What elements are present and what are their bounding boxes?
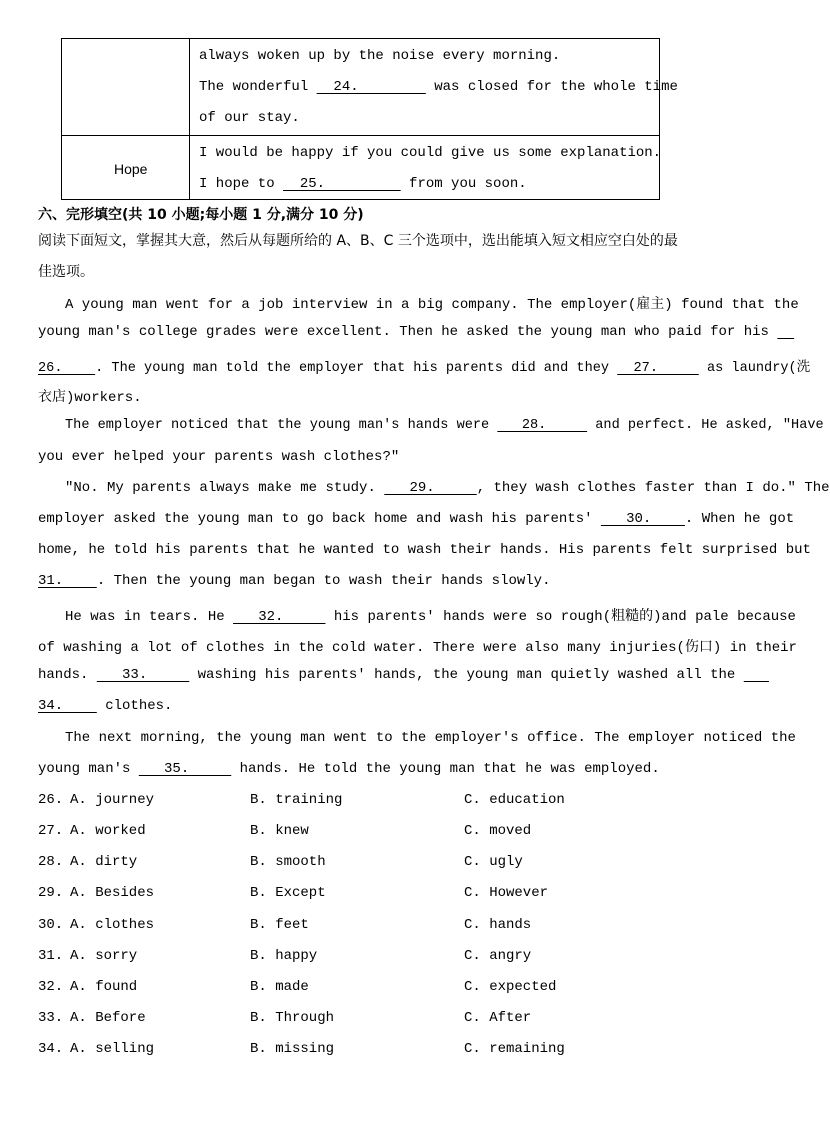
question-number: 34. xyxy=(38,1041,64,1057)
passage-line xyxy=(38,573,551,589)
table-text: I hope to xyxy=(199,176,284,192)
passage-line xyxy=(38,761,660,777)
table-row1-line2 xyxy=(199,79,678,95)
passage-line: you ever helped your parents wash clothes?" xyxy=(38,449,400,465)
table-row2-line1: I would be happy if you could give us some explanation. xyxy=(199,145,662,161)
table-row2-line2 xyxy=(199,176,527,192)
section-title: 六、完形填空(共 10 小题;每小题 1 分,满分 10 分) xyxy=(38,207,364,223)
blank-32[interactable]: 32. xyxy=(233,609,326,625)
blank-30[interactable]: 30. xyxy=(600,511,685,527)
section-instruction-2: 佳选项。 xyxy=(38,264,94,280)
option-c[interactable]: C. remaining xyxy=(464,1041,565,1057)
blank-25[interactable]: 25. xyxy=(283,176,401,192)
question-number: 33. xyxy=(38,1010,64,1026)
option-c[interactable]: C. education xyxy=(464,792,565,808)
letter-table xyxy=(61,38,678,200)
option-a[interactable]: A. Besides xyxy=(70,885,155,901)
blank-35[interactable]: 35. xyxy=(138,761,232,777)
option-b[interactable]: B. happy xyxy=(250,948,318,964)
blank-27[interactable]: 27. xyxy=(617,361,699,376)
passage-line: 衣店)workers. xyxy=(38,390,142,406)
option-a[interactable]: A. found xyxy=(70,979,138,995)
blank-34[interactable]: 34. xyxy=(38,698,97,714)
option-c[interactable]: C. moved xyxy=(464,823,532,839)
passage-line: of washing a lot of clothes in the cold water. There were also many injuries(伤口) in their xyxy=(38,640,797,656)
passage-text: and perfect. He asked, "Have xyxy=(587,418,824,433)
table-divider-horizontal xyxy=(62,135,659,136)
table-text: from you soon. xyxy=(400,176,527,192)
table-text: The wonderful xyxy=(199,79,317,95)
option-c[interactable]: C. expected xyxy=(464,979,557,995)
passage-text: washing his parents' hands, the young man quietly washed all the xyxy=(189,667,744,683)
option-a[interactable]: A. selling xyxy=(70,1041,155,1057)
table-row1-line3: of our stay. xyxy=(199,110,300,126)
option-b[interactable]: B. smooth xyxy=(250,854,326,870)
blank-33[interactable]: 33. xyxy=(96,667,190,683)
question-number: 32. xyxy=(38,979,64,995)
blank-31[interactable]: 31. xyxy=(38,573,97,589)
option-a[interactable]: A. clothes xyxy=(70,917,155,933)
passage-line xyxy=(38,324,794,340)
passage-text: "No. My parents always make me study. xyxy=(65,480,385,496)
blank-24[interactable]: 24. xyxy=(316,79,426,95)
passage-text: The employer noticed that the young man's hands were xyxy=(65,418,498,433)
passage-text: employer asked the young man to go back home and wash his parents' xyxy=(38,511,601,527)
option-a[interactable]: A. worked xyxy=(70,823,146,839)
passage-line xyxy=(38,511,794,527)
blank-28[interactable]: 28. xyxy=(497,418,588,433)
question-number: 26. xyxy=(38,792,64,808)
passage-text: as laundry(洗 xyxy=(698,361,811,376)
passage-text: . When he got xyxy=(684,511,795,527)
option-b[interactable]: B. made xyxy=(250,979,309,995)
table-row2-header: Hope xyxy=(114,161,148,177)
passage-line xyxy=(65,418,824,433)
option-c[interactable]: C. ugly xyxy=(464,854,523,870)
passage-text: young man's xyxy=(38,761,139,777)
option-b[interactable]: B. feet xyxy=(250,917,309,933)
passage-text: He was in tears. He xyxy=(65,609,234,625)
option-b[interactable]: B. Except xyxy=(250,885,326,901)
passage-text: , they wash clothes faster than I do." The xyxy=(476,480,830,496)
option-c[interactable]: C. hands xyxy=(464,917,532,933)
option-c[interactable]: C. However xyxy=(464,885,549,901)
passage-text: hands. He told the young man that he was employed. xyxy=(231,761,660,777)
option-a[interactable]: A. journey xyxy=(70,792,155,808)
question-number: 31. xyxy=(38,948,64,964)
passage-line: home, he told his parents that he wanted to wash their hands. His parents felt surprised but xyxy=(38,542,811,558)
option-a[interactable]: A. dirty xyxy=(70,854,138,870)
blank-34-start[interactable] xyxy=(744,667,769,683)
table-row1-line1: always woken up by the noise every morning. xyxy=(199,48,561,64)
passage-text: young man's college grades were excellent. Then he asked the young man who paid for his xyxy=(38,324,778,340)
table-divider-vertical xyxy=(189,39,190,199)
passage-line xyxy=(65,605,796,625)
passage-text: clothes. xyxy=(96,698,173,714)
passage-text: his parents' hands were so rough(粗糙的)and pale because xyxy=(325,609,796,625)
question-number: 30. xyxy=(38,917,64,933)
blank-26-start[interactable] xyxy=(777,324,794,340)
section-instruction-1: 阅读下面短文，掌握其大意，然后从每题所给的 A、B、C 三个选项中，选出能填入短文相应空白处的最 xyxy=(38,233,678,249)
question-number: 29. xyxy=(38,885,64,901)
table-text: was closed for the whole time xyxy=(425,79,678,95)
option-b[interactable]: B. missing xyxy=(250,1041,335,1057)
passage-line xyxy=(38,698,172,714)
option-b[interactable]: B. training xyxy=(250,792,343,808)
passage-line xyxy=(38,667,769,683)
passage-line xyxy=(65,480,830,496)
passage-line: A young man went for a job interview in a big company. The employer(雇主) found that the xyxy=(65,297,799,313)
passage-line: The next morning, the young man went to the employer's office. The employer noticed the xyxy=(65,730,796,746)
passage-line xyxy=(38,355,810,376)
passage-text: hands. xyxy=(38,667,97,683)
question-number: 28. xyxy=(38,854,64,870)
passage-text: . The young man told the employer that his parents did and they xyxy=(95,361,618,376)
blank-26[interactable]: 26. xyxy=(38,361,96,376)
option-b[interactable]: B. Through xyxy=(250,1010,335,1026)
option-a[interactable]: A. Before xyxy=(70,1010,146,1026)
option-b[interactable]: B. knew xyxy=(250,823,309,839)
question-number: 27. xyxy=(38,823,64,839)
option-c[interactable]: C. After xyxy=(464,1010,532,1026)
option-a[interactable]: A. sorry xyxy=(70,948,138,964)
passage-text: . Then the young man began to wash their hands slowly. xyxy=(96,573,551,589)
blank-29[interactable]: 29. xyxy=(384,480,477,496)
option-c[interactable]: C. angry xyxy=(464,948,532,964)
